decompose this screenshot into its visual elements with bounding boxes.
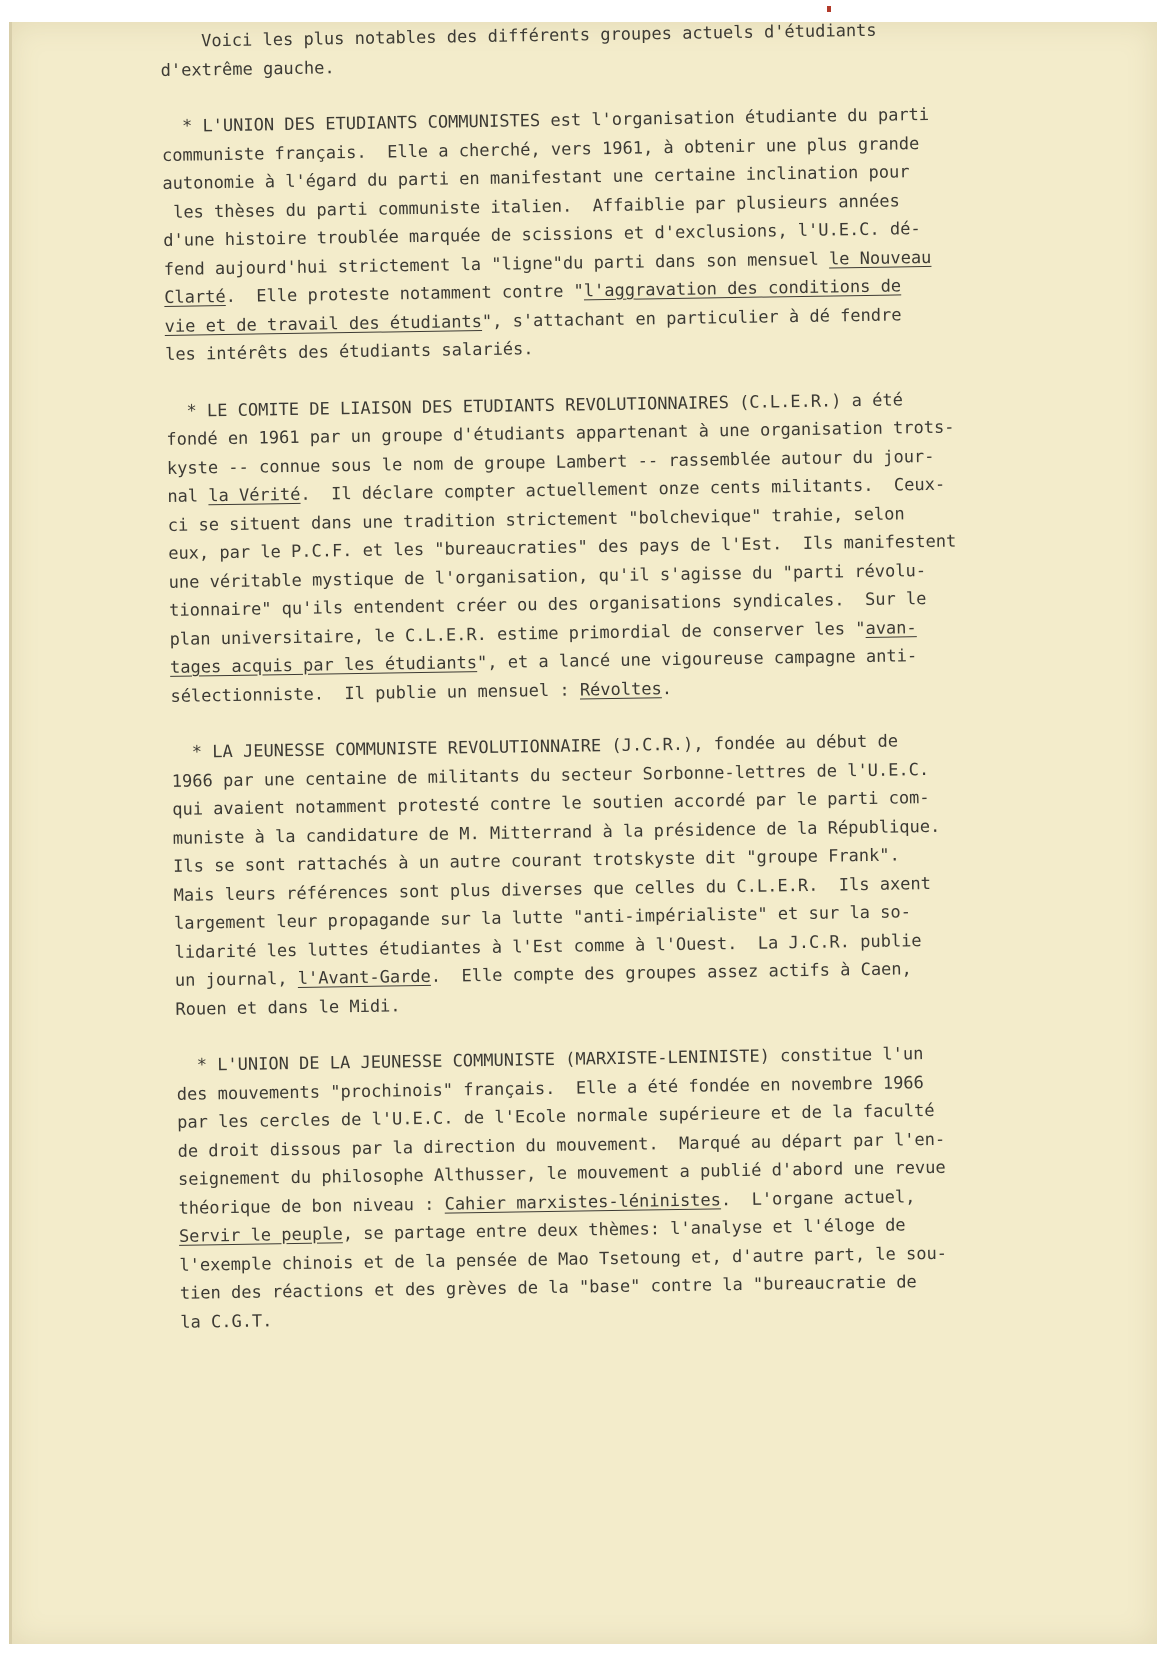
text-run: . L'organe actuel, — [720, 1186, 916, 1210]
text-line: ci se situent dans une tradition strictement "bolchevique" trahie, selon — [167, 503, 905, 536]
text-line: * L'UNION DE LA JEUNESSE COMMUNISTE (MARXISTE-LENINISTE) constitue l'un — [176, 1044, 924, 1076]
underlined-quote: avan- — [865, 617, 917, 639]
text-line: * L'UNION DES ETUDIANTS COMMUNISTES est l'organisation étudiante du parti — [161, 104, 930, 137]
text-line: les intérêts des étudiants salariés. — [164, 339, 534, 365]
text-run: , se partage entre deux thèmes: l'analyse et l'éloge de — [342, 1215, 906, 1245]
text-run: ", et a lancé une vigoureuse campagne anti- — [476, 646, 918, 674]
text-line: kyste -- connue sous le nom de groupe Lambert -- rassemblée autour du jour- — [166, 446, 935, 479]
text-line: d'extrême gauche. — [160, 57, 335, 81]
text-line: eux, par le P.C.F. et les "bureaucraties" des pays de l'Est. Ils manifestent — [168, 531, 957, 564]
underlined-quote: l'aggravation des conditions de — [583, 276, 902, 302]
text-line: de droit dissous par la direction du mouvement. Marqué au départ par l'en- — [177, 1129, 946, 1162]
paragraph-ujcml — [176, 1038, 1050, 1337]
text-line: qui avaient notamment protesté contre le soutien accordé par le parti com- — [172, 788, 930, 820]
text-line: autonomie à l'égard du parti en manifestant une certaine inclination pour — [162, 162, 910, 194]
text-run: ", s'attachant en particulier à dé fendre — [481, 304, 902, 332]
paragraph-uec — [161, 99, 1035, 369]
text-run: nal — [167, 486, 209, 507]
text-line: la C.G.T. — [180, 1310, 273, 1333]
text-line: * LE COMITE DE LIAISON DES ETUDIANTS REVOLUTIONNAIRES (C.L.E.R.) a été — [165, 389, 904, 422]
underlined-quote: vie et de travail des étudiants — [164, 311, 483, 337]
text-line: Mais leurs références sont plus diverses que celles du C.L.E.R. Ils axent — [173, 873, 932, 906]
paragraph-jcr — [171, 725, 1045, 1024]
page-edge — [9, 22, 12, 1644]
text-line: seignement du philosophe Althusser, le mouvement a publié d'abord une revue — [177, 1157, 946, 1190]
journal-title: le Nouveau — [828, 247, 932, 270]
text-line: des mouvements "prochinois" français. Elle a été fondée en novembre 1966 — [176, 1072, 924, 1105]
text-line: 1966 par une centaine de militants du secteur Sorbonne-lettres de l'U.E.C. — [171, 759, 930, 792]
text-run: . Il déclare compter actuellement onze cents militants. Ceux- — [300, 474, 946, 505]
text-run: théorique de bon niveau : — [178, 1194, 445, 1219]
text-run: sélectionniste. Il publie un mensuel : — [170, 679, 581, 707]
text-line: communiste français. Elle a cherché, vers 1961, à obtenir une plus grande — [161, 133, 920, 166]
text-run: plan universitaire, le C.L.E.R. estime primordial de conserver les " — [169, 618, 866, 650]
text-line: d'une histoire troublée marquée de scissions et d'exclusions, l'U.E.C. dé- — [163, 219, 921, 251]
text-line: muniste à la candidature de M. Mitterrand à la présidence de la République. — [172, 816, 941, 849]
text-run: . — [661, 678, 673, 699]
journal-title: la Vérité — [208, 484, 301, 507]
text-line: une véritable mystique de l'organisation, qu'il s'agisse du "parti révolu- — [168, 560, 927, 593]
text-line: Voici les plus notables des différents groupes actuels d'étudiants — [160, 20, 877, 52]
text-line: Ils se sont rattachés à un autre courant trotskyste dit "groupe Frank". — [173, 845, 900, 877]
text-line: les thèses du parti communiste italien. Affaiblie par plusieurs années — [162, 190, 900, 223]
text-line: l'exemple chinois et de la pensée de Mao Tsetoung et, d'autre part, le sou- — [179, 1243, 948, 1276]
text-run: un journal, — [174, 968, 298, 991]
red-ink-mark — [827, 6, 831, 12]
journal-title: Clarté — [164, 287, 226, 308]
text-run: . Elle proteste notamment contre " — [225, 281, 585, 308]
underlined-quote: tages acquis par les étudiants — [169, 653, 478, 678]
text-line: lidarité les luttes étudiantes à l'Est comme à l'Ouest. La J.C.R. publie — [174, 930, 922, 963]
journal-title: Cahier marxistes-léninistes — [444, 1189, 722, 1215]
text-line: fondé en 1961 par un groupe d'étudiants appartenant à une organisation trots- — [166, 417, 955, 450]
text-line: * LA JEUNESSE COMMUNISTE REVOLUTIONNAIRE (J.C.R.), fondée au début de — [171, 731, 899, 763]
text-run: fend aujourd'hui strictement la "ligne"du parti dans son mensuel — [163, 249, 830, 280]
text-line: par les cercles de l'U.E.C. de l'Ecole normale supérieure et de la faculté — [177, 1100, 935, 1133]
journal-title: Révoltes — [579, 678, 662, 700]
text-line: tionnaire" qu'ils entendent créer ou des organisations syndicales. Sur le — [169, 589, 927, 621]
text-line: Rouen et dans le Midi. — [175, 995, 401, 1020]
journal-title: l'Avant-Garde — [297, 966, 431, 989]
text-run: . Elle compte des groupes assez actifs à Caen, — [430, 959, 912, 987]
text-line: tien des réactions et des grèves de la "base" contre la "bureaucratie de — [179, 1272, 917, 1304]
text-line: largement leur propagande sur la lutte "anti-impérialiste" et sur la so- — [173, 902, 912, 934]
document-body — [160, 14, 1050, 1337]
paragraph-cler — [166, 384, 1041, 711]
journal-title: Servir le peuple — [178, 1224, 343, 1247]
